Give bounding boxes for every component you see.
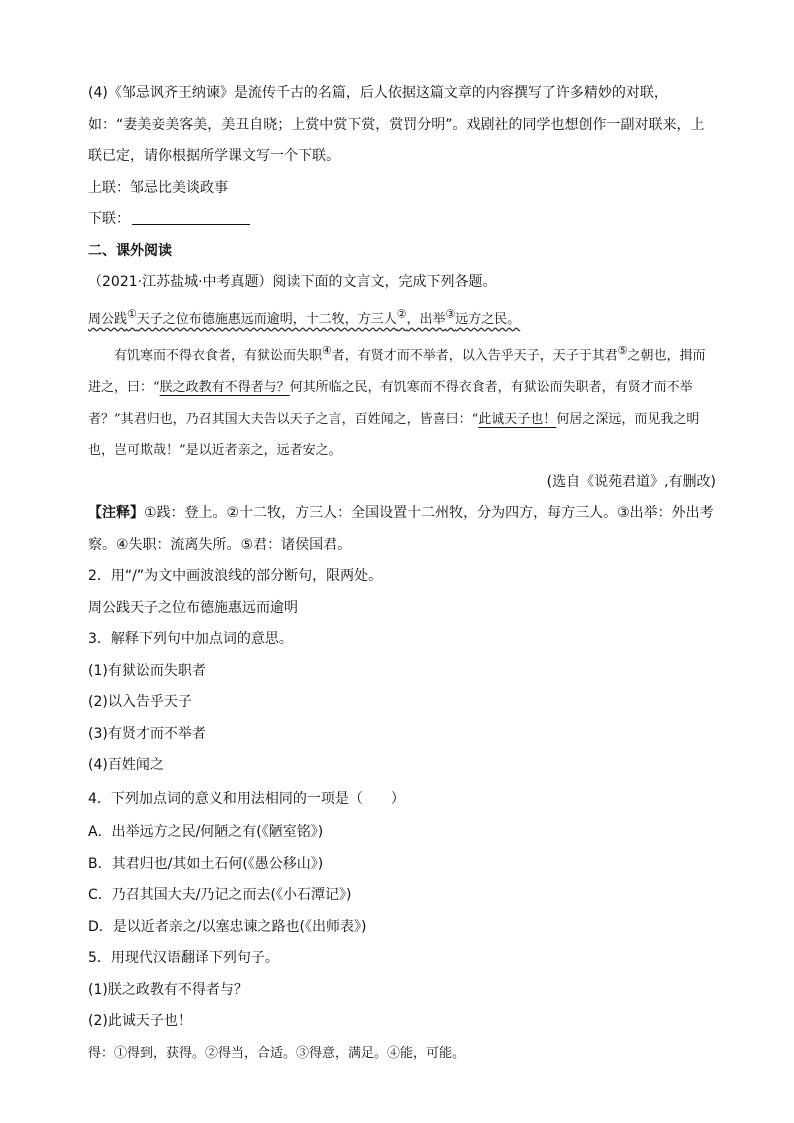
passage-line-1 [88,299,716,336]
question-3-item: (4)百姓闻之 [88,757,164,774]
upper-couplet: 上联：邹忌比美谈政事 [88,179,228,196]
question-4-option-d: D．是以近者亲之/以塞忠谏之路也(《出师表》) [88,918,367,935]
question-2: 2．用“/”为文中画波浪线的部分断句，限两处。 [88,568,383,585]
question-4-option-a: A．出举远方之民/何陋之有(《陋室铭》) [88,824,324,841]
question-3-item: (2)以入告乎天子 [88,694,192,711]
question-5-item: (2)此诚天子也！ [88,1013,192,1030]
source-intro: （2021·江苏盐城·中考真题）阅读下面的文言文，完成下列各题。 [88,274,497,290]
source-note: (选自《说苑君道》,有删改) [546,473,716,490]
q4-intro: (4)《邹忌讽齐王纳谏》是流传千古的名篇，后人依据这篇文章的内容撰写了许多精妙的对联，如：“妻美妾美客美，美丑自晓；上赏中赏下赏，赏罚分明”。戏剧社的同学也想创作一副对联来，上联已定，请你根据所学课文写一个下联。 [88,85,705,164]
underlined-sentence-2: 此诚天子也！ [478,411,557,427]
question-5-item: (1)朕之政教有不得者与？ [88,981,248,998]
question-3-item: (3)有贤才而不举者 [88,725,206,742]
lower-couplet-label: 下联： [88,211,130,227]
passage-paragraph-2: 有饥寒而不得衣食者，有狱讼而失职④者，有贤才而不举者，以入告乎天子，天子于其君⑤之朝也，揖而进之，曰：“朕之政教有不得者与？何其所临之民，有饥寒而不得衣食者，有狱讼而失职者，有贤才而不举者？”其君归也，乃召其国大夫告以天子之言，百姓闻之，皆喜曰：“此诚天子也！何居之深远，而见我之明也，岂可欺哉！”是以近者亲之，远者安之。 [88,344,706,459]
wavy-underlined-text: 周公践①天子之位布德施惠远而逾明，十二牧，方三人②，出举③远方之民。 [88,307,521,327]
question-5: 5．用现代汉语翻译下列句子。 [88,950,279,967]
notes [88,498,716,561]
question-3: 3．解释下列句中加点词的意思。 [88,631,293,648]
section-heading: 二、课外阅读 [88,242,172,259]
lower-couplet-line [88,204,716,236]
underlined-sentence-1: 朕之政教有不得者与？ [159,380,290,396]
question-4-option-c: C．乃召其国大夫/乃记之而去(《小石潭记》) [88,887,352,904]
question-4: 4．下列加点词的意义和用法相同的一项是（ ） [88,790,405,807]
question-4-option-b: B．其君归也/其如土石何(《愚公移山》) [88,855,324,872]
notes-label: 【注释】 [88,505,144,522]
notes-text: ①践：登上。②十二牧，方三人：全国设置十二州牧，分为四方，每方三人。③出举：外出考察。④失职：流离失所。⑤君：诸侯国君。 [88,505,714,553]
answer-blank[interactable] [132,208,250,225]
document-page [88,78,716,1069]
question-3-item: (1)有狱讼而失职者 [88,662,206,679]
question-2-sentence: 周公践天子之位布德施惠远而逾明 [88,599,298,616]
de-word-note: 得：①得到，获得。②得当，合适。③得意，满足。④能，可能。 [88,1045,466,1061]
